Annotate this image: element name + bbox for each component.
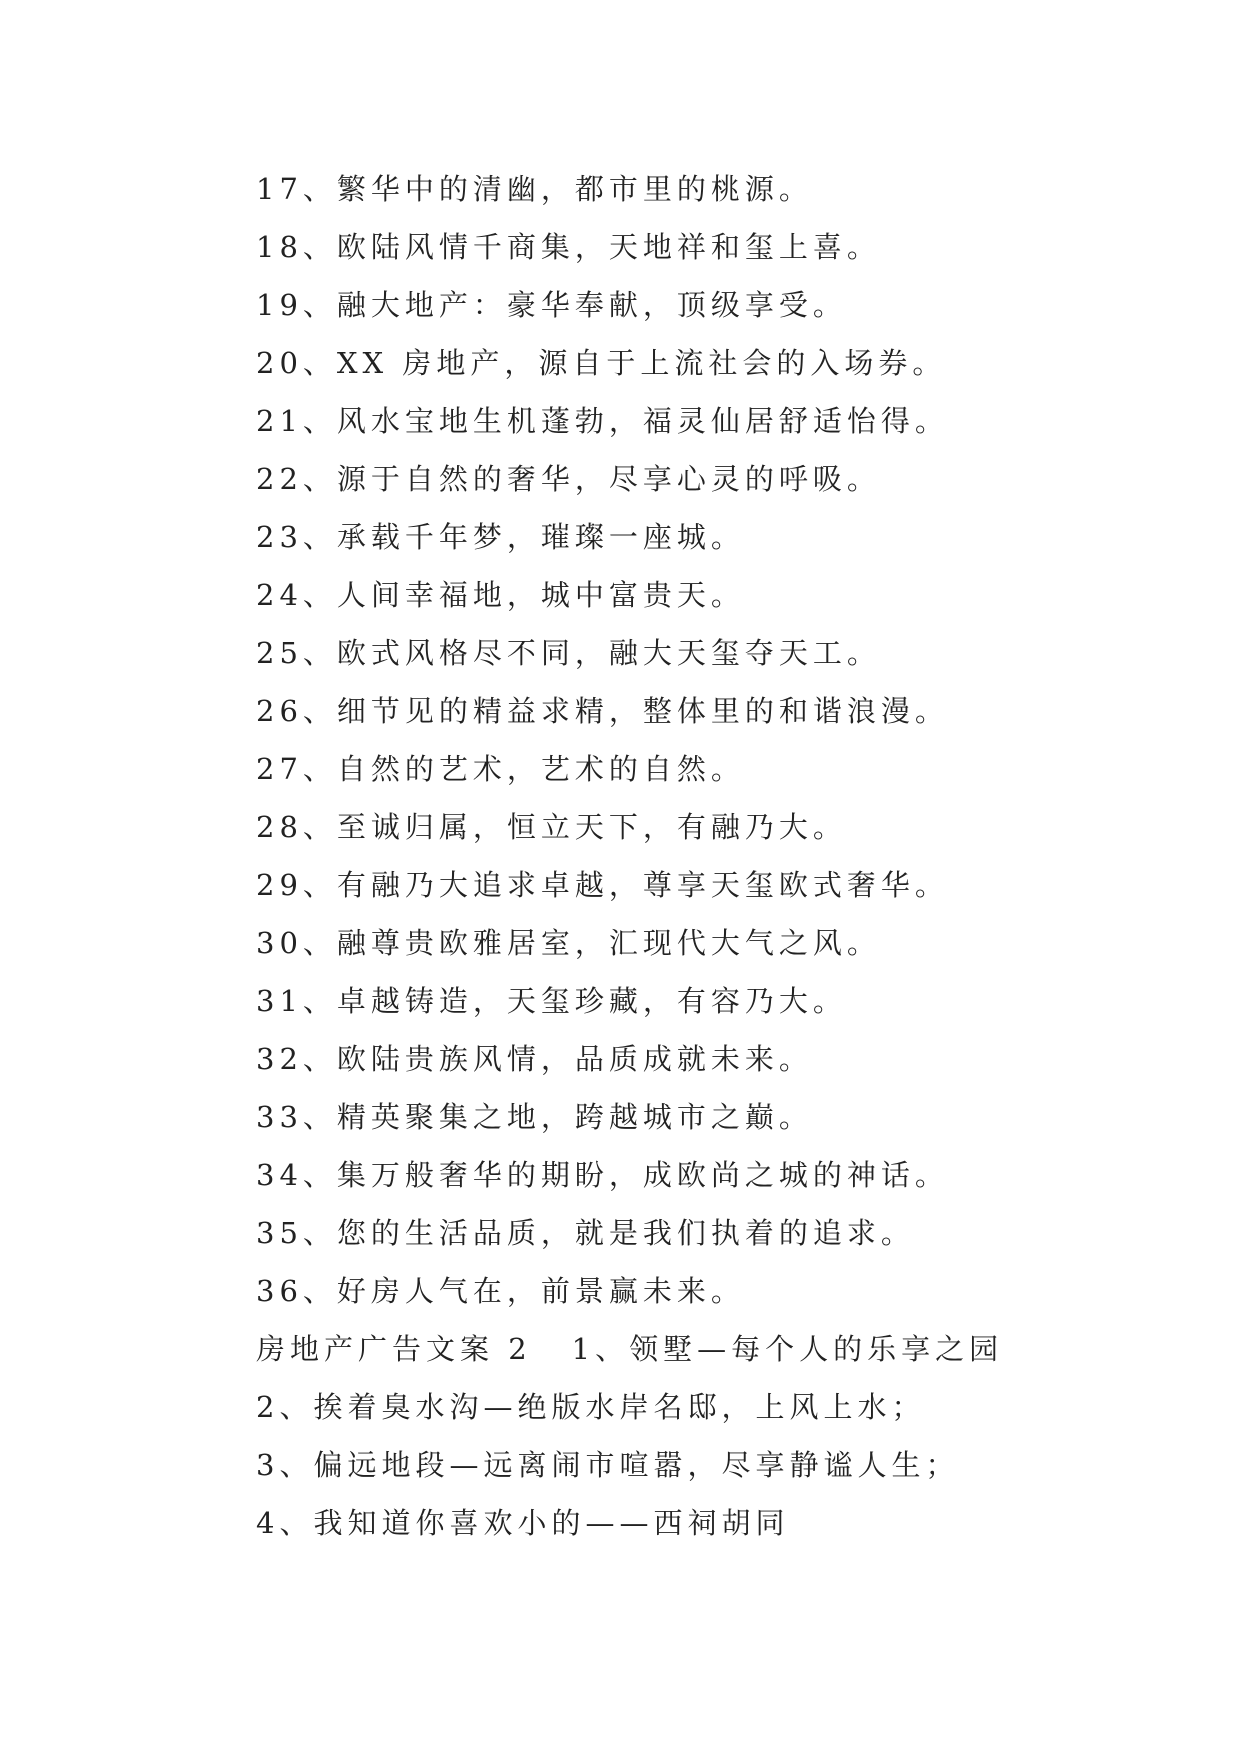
list-item: 4、我知道你喜欢小的——西祠胡同 (256, 1506, 790, 1540)
list-item: 24、人间幸福地，城中富贵天。 (256, 578, 745, 612)
list-item: 29、有融乃大追求卓越，尊享天玺欧式奢华。 (256, 868, 949, 902)
list-item: 33、精英聚集之地，跨越城市之巅。 (256, 1100, 813, 1134)
list-item: 21、风水宝地生机蓬勃，福灵仙居舒适怡得。 (256, 404, 949, 438)
list-item: 19、融大地产：豪华奉献，顶级享受。 (256, 288, 847, 322)
section-title: 房地产广告文案 2 (256, 1332, 532, 1366)
list-item: 20、XX 房地产，源自于上流社会的入场券。 (256, 346, 947, 380)
list-item: 28、至诚归属，恒立天下，有融乃大。 (256, 810, 847, 844)
list-item: 18、欧陆风情千商集，天地祥和玺上喜。 (256, 230, 881, 264)
list-item: 3、偏远地段—远离闹市喧嚣，尽享静谧人生； (256, 1448, 960, 1482)
list-item: 35、您的生活品质，就是我们执着的追求。 (256, 1216, 915, 1250)
list-item: 1、领墅—每个人的乐享之园 (571, 1332, 1004, 1366)
list-item: 23、承载千年梦，璀璨一座城。 (256, 520, 745, 554)
list-item: 34、集万般奢华的期盼，成欧尚之城的神话。 (256, 1158, 949, 1192)
list-item: 36、好房人气在，前景赢未来。 (256, 1274, 745, 1308)
list-item: 25、欧式风格尽不同，融大天玺夺天工。 (256, 636, 881, 670)
document-body (256, 160, 1156, 1552)
list-item: 30、融尊贵欧雅居室，汇现代大气之风。 (256, 926, 881, 960)
list-item: 2、挨着臭水沟—绝版水岸名邸，上风上水； (256, 1390, 926, 1424)
list-item: 27、自然的艺术，艺术的自然。 (256, 752, 745, 786)
list-item: 32、欧陆贵族风情，品质成就未来。 (256, 1042, 813, 1076)
list-item: 31、卓越铸造，天玺珍藏，有容乃大。 (256, 984, 847, 1018)
list-item: 22、源于自然的奢华，尽享心灵的呼吸。 (256, 462, 881, 496)
list-item: 26、细节见的精益求精，整体里的和谐浪漫。 (256, 694, 949, 728)
list-item: 17、繁华中的清幽，都市里的桃源。 (256, 172, 813, 206)
section-heading-line (256, 1320, 1156, 1378)
